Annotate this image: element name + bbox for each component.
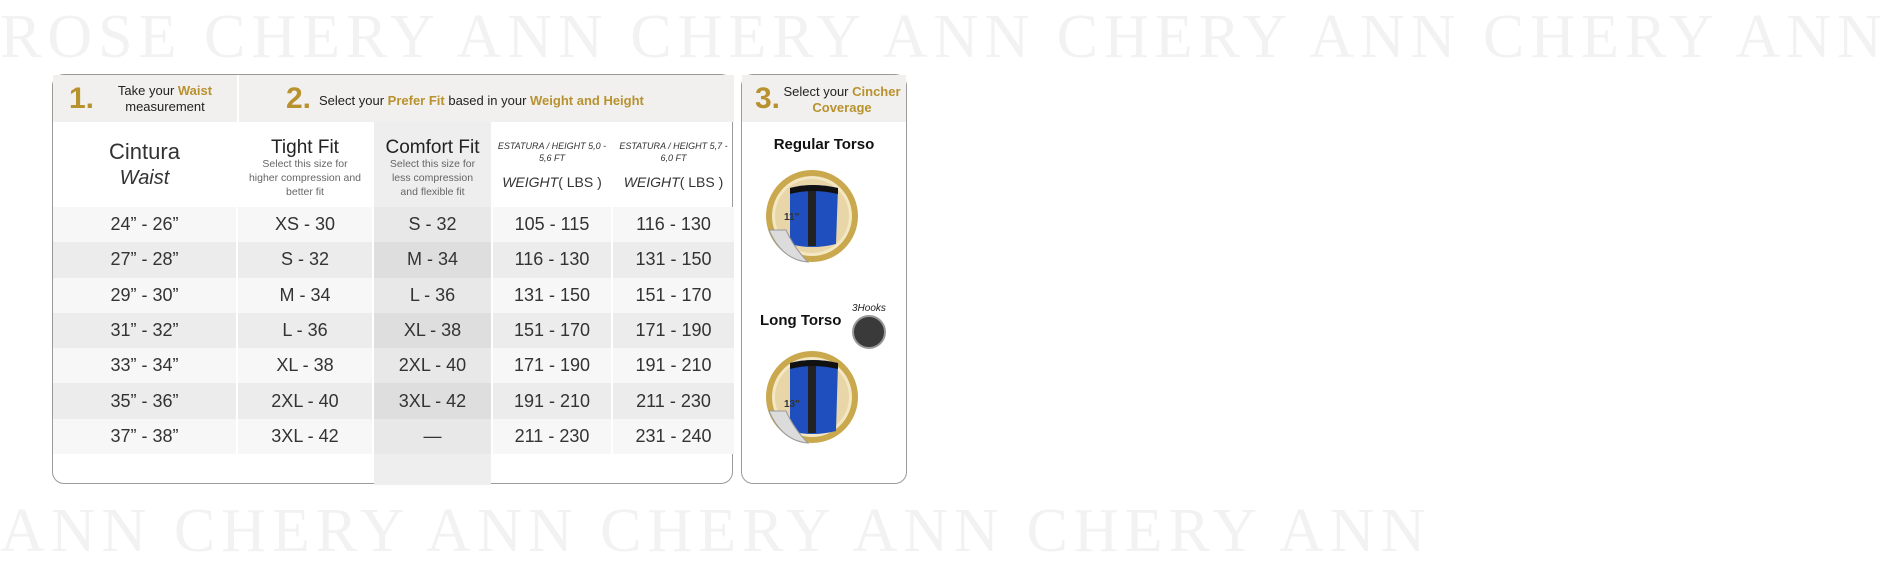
coverage-header [742, 75, 906, 122]
long-torso-image [764, 349, 860, 445]
size-chart-panel [52, 74, 733, 484]
step2-pre: Select your [319, 93, 388, 108]
weight-short-cell: 116 - 130 [493, 242, 611, 277]
step2-emphasis-fit: Prefer Fit [387, 93, 445, 108]
waist-header-spanish: Cintura [109, 139, 180, 164]
tight-fit-column [238, 122, 372, 485]
weight-column-short [493, 122, 611, 485]
waist-cell: 24” - 26” [53, 207, 236, 242]
step2-mid: based in your [444, 93, 531, 108]
weight-short-rows [493, 207, 611, 454]
tight-fit-cell: S - 32 [238, 242, 372, 277]
step3-number: 3. [755, 82, 781, 115]
waist-column [53, 122, 236, 485]
weight-tall-cell: 151 - 170 [613, 278, 734, 313]
comfort-fit-cell: L - 36 [374, 278, 491, 313]
weight-short-header [493, 122, 611, 207]
regular-torso-image [764, 168, 860, 264]
weight-tall-cell: 191 - 210 [613, 348, 734, 383]
waist-cell: 33” - 34” [53, 348, 236, 383]
long-torso-measure: 13" [784, 399, 800, 410]
weight-short-cell: 105 - 115 [493, 207, 611, 242]
waist-rows [53, 207, 236, 454]
tight-fit-cell: XL - 38 [238, 348, 372, 383]
comfort-fit-cell: M - 34 [374, 242, 491, 277]
tight-fit-cell: 2XL - 40 [238, 383, 372, 418]
step2-number: 2. [286, 82, 312, 115]
weight-tall-cell: 211 - 230 [613, 383, 734, 418]
panel-header [53, 75, 734, 122]
step1-number: 1. [69, 82, 95, 115]
waist-cell: 31” - 32” [53, 313, 236, 348]
hooks-detail-image [852, 315, 886, 349]
waist-cell: 29” - 30” [53, 278, 236, 313]
comfort-fit-cell: 3XL - 42 [374, 383, 491, 418]
step3-emphasis: Cincher Coverage [812, 84, 901, 115]
weight-short-cell: 171 - 190 [493, 348, 611, 383]
height-range-tall: ESTATURA / HEIGHT 5,7 - 6,0 FT [619, 141, 728, 163]
weight-word-short: WEIGHT [502, 174, 559, 190]
weight-tall-cell: 231 - 240 [613, 419, 734, 454]
comfort-fit-cell: S - 32 [374, 207, 491, 242]
step2-instruction [319, 93, 644, 108]
long-torso-title: Long Torso [760, 312, 842, 329]
comfort-fit-description: Select this size for less compression and flexible fit [389, 158, 476, 198]
weight-short-cell: 191 - 210 [493, 383, 611, 418]
weight-label-short [493, 174, 611, 190]
weight-tall-header [613, 122, 734, 207]
tight-fit-cell: M - 34 [238, 278, 372, 313]
weight-label-tall [613, 174, 734, 190]
step1-line2: measurement [125, 99, 205, 114]
comfort-fit-column [374, 122, 491, 485]
watermark-top: ROSE CHERY ANN CHERY ANN CHERY ANN CHERY ANN [0, 3, 1888, 71]
tight-fit-cell: XS - 30 [238, 207, 372, 242]
weight-tall-cell: 131 - 150 [613, 242, 734, 277]
tight-fit-rows [238, 207, 372, 454]
tight-fit-description: Select this size for higher compression and better fit [248, 158, 362, 198]
step1-instruction [95, 83, 235, 115]
watermark-bottom: ANN CHERY ANN CHERY ANN CHERY ANN [0, 497, 1432, 565]
coverage-panel [741, 74, 907, 484]
step1-pre: Take your [117, 83, 178, 98]
waist-cell: 37” - 38” [53, 419, 236, 454]
weight-short-cell: 131 - 150 [493, 278, 611, 313]
header-divider [237, 75, 239, 122]
tight-fit-title: Tight Fit [271, 137, 339, 158]
tight-fit-cell: L - 36 [238, 313, 372, 348]
waist-column-header [53, 122, 236, 207]
weight-tall-cell: 116 - 130 [613, 207, 734, 242]
step3-instruction [782, 84, 902, 116]
weight-tall-rows [613, 207, 734, 454]
weight-unit-short: ( LBS ) [558, 174, 602, 190]
step3-pre: Select your [783, 84, 853, 99]
comfort-fit-header [374, 122, 491, 207]
regular-torso-measure: 11" [784, 212, 800, 223]
weight-short-cell: 211 - 230 [493, 419, 611, 454]
three-hooks-label: 3Hooks [852, 303, 886, 314]
tight-fit-cell: 3XL - 42 [238, 419, 372, 454]
comfort-fit-title: Comfort Fit [385, 137, 480, 158]
weight-column-tall [613, 122, 734, 485]
weight-unit-tall: ( LBS ) [679, 174, 724, 190]
weight-short-cell: 151 - 170 [493, 313, 611, 348]
comfort-fit-cell: — [374, 419, 491, 454]
regular-torso-title: Regular Torso [773, 136, 875, 153]
tight-fit-header [238, 122, 372, 207]
comfort-fit-cell: XL - 38 [374, 313, 491, 348]
waist-cell: 27” - 28” [53, 242, 236, 277]
height-range-short: ESTATURA / HEIGHT 5,0 - 5,6 FT [497, 141, 607, 163]
waist-cell: 35” - 36” [53, 383, 236, 418]
step1-emphasis: Waist [177, 83, 213, 98]
step2-emphasis-weight: Weight and Height [530, 93, 644, 108]
weight-word-tall: WEIGHT [623, 174, 680, 190]
waist-header-english: Waist [119, 167, 170, 189]
comfort-fit-rows [374, 207, 491, 454]
comfort-fit-cell: 2XL - 40 [374, 348, 491, 383]
weight-tall-cell: 171 - 190 [613, 313, 734, 348]
